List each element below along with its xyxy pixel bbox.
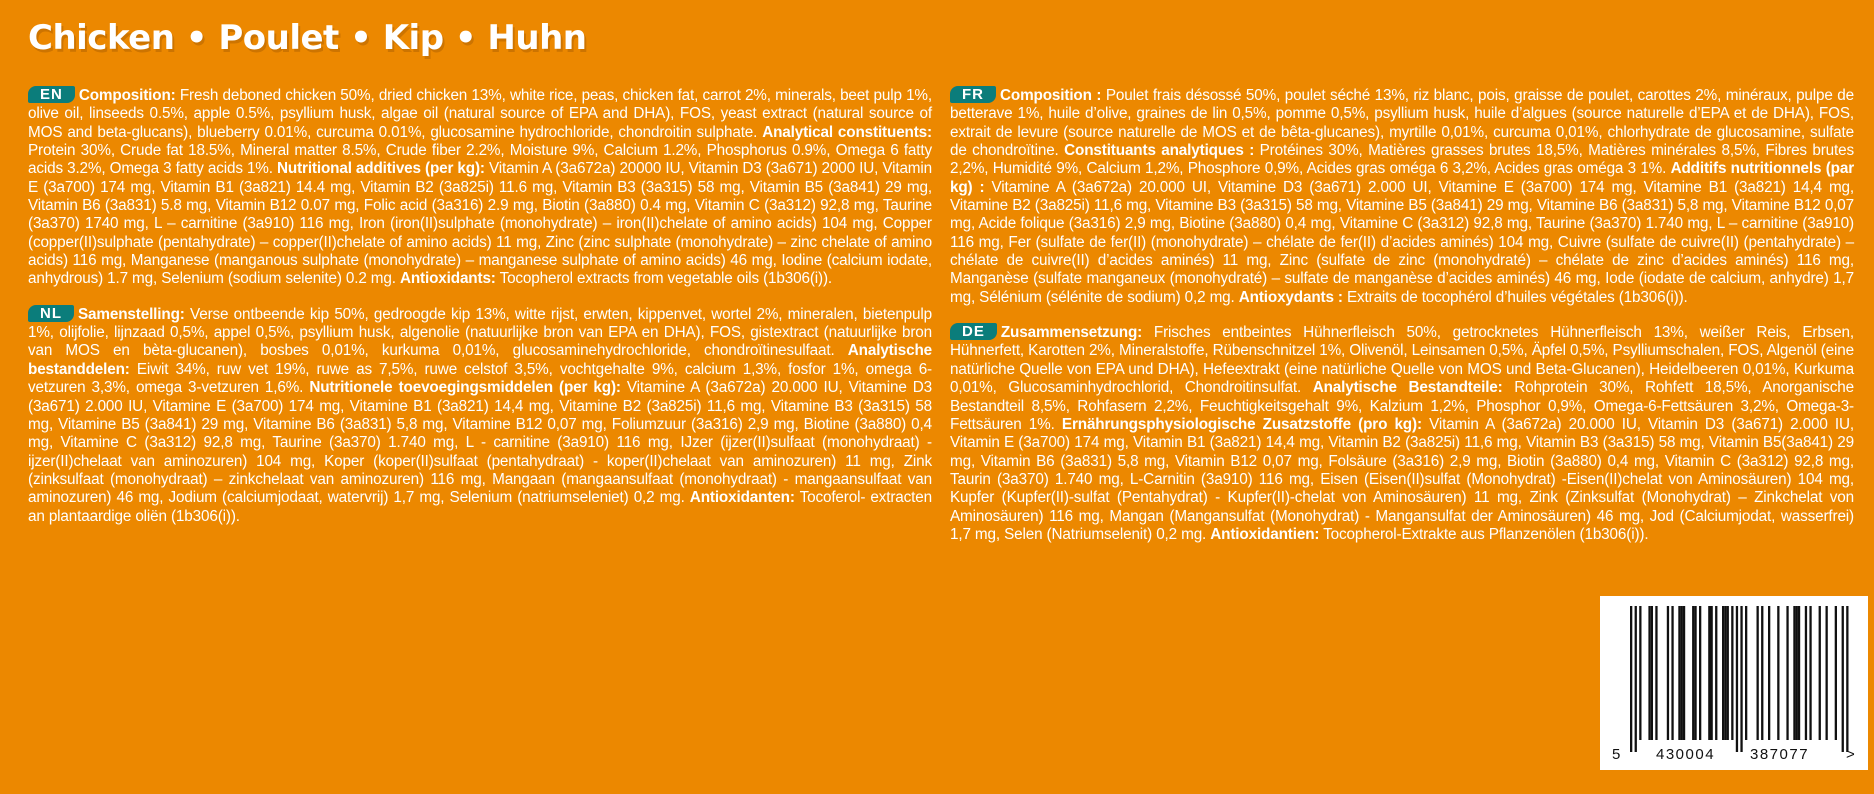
language-badge-de: DE [950,323,997,340]
barcode-bar [1736,606,1738,752]
additives-text: Vitamin A (3a672a) 20000 IU, Vitamin D3 (3a671) 2000 IU, Vitamin E (3a700) 174 mg, Vitamin B1 (3a821) 14.4 mg, Vitamin B2 (3a825i) 11.6 mg, Vitamin B3 (3a315) 58 mg, Vitamin B5 (3a841) 29 mg, Vitamin B6 (3a831) 5.8 mg, Vitamin B12 0.07 mg, Folic acid (3a316) 2.9 mg, Biotin (3a880) 0.4 mg, Vitamin C (3a312) 92,8 mg, Taurine (3a370) 1740 mg, L – carnitine (3a910) 116 mg, Iron (iron(II)sulphate (monohydrate) – iron(II)chelate of amino acids) 104 mg, Copper (copper(II)sulphate (pentahydrate) – copper(II)chelate of amino acids) 11 mg, Zinc (zinc sulphate (monohydrate) – zinc chelate of amino acids) 116 mg, Manganese (manganous sulphate (monohydrate) – manganese sulphate of amino acids) 46 mg, Iodine (calcium iodate, anhydrous) 1.7 mg, Selenium (sodium selenite) 0.2 mg. [28,160,933,288]
composition-heading: Samenstelling: [78,305,185,323]
barcode-bar [1683,606,1685,740]
analytical-heading: Analytische bestanddelen: [28,342,932,378]
composition-heading: Composition : [1000,87,1102,104]
antioxidants-text: Extraits de tocophérol d’huiles végétales (1b306(i)). [1342,288,1688,306]
barcode-bar [1740,606,1742,752]
section-fr [950,86,1854,307]
barcode-bar [1777,606,1779,740]
composition-text: Fresh deboned chicken 50%, dried chicken 13%, white rice, peas, chicken fat, carrot 2%, minerals, beet pulp 1%, olive oil, linseeds 0.5%, apple 0.5%, psyllium husk, algae oil (natural source of EPA and DHA), FOS, yeast extract (natural source of MOS and beta-glucans), blueberry 0.01%, curcuma 0.01%, glucosamine hydrochloride, chondroitin sulphate. [28,87,932,141]
composition-heading: Composition: [78,87,176,104]
product-title: Chicken • Poulet • Kip • Huhn [28,18,587,58]
additives-heading: Additifs nutritionnels (par kg) : [950,160,1854,196]
barcode-bar [1793,606,1795,740]
composition-text: Frisches entbeintes Hühnerfleisch 50%, getrocknetes Hühnerfleisch 13%, weißer Reis, Erbsen, Hühnerfett, Karotten 2%, Mineralstoffe, Rübenschnitzel 1%, Olivenöl, Leinsamen 0,5%, Äpfel 0,5%, Psylliumschalen, FOS, Algenöl (eine natürliche Quelle von EPA und DHA), Hefeextrakt (eine natürliche Quelle von MOS und Beta-Glucanen), Heidelbeeren 0,01%, Kurkuma 0,01%, Glucosaminhydrochlorid, Chondroitinsulfat. [950,324,1854,397]
analytical-heading: Constituants analytiques : [1064,142,1255,160]
composition-text: Poulet frais désossé 50%, poulet séché 13%, riz blanc, pois, graisse de poulet, carottes 2%, minéraux, pulpe de betterave 1%, huile d’olive, graines de lin 0,5%, pomme 0,5%, psyllium husk, huile d’algues (source naturelle d’EPA et de DHA), FOS, extrait de levure (source naturelle de MOS et de bêta-glucanes), myrtille 0,01%, curcuma 0,01%, chlorhydrate de glucosamine, sulfate de chondroïtine. [950,87,1854,160]
right-column [950,86,1854,560]
barcode-bar [1722,606,1724,740]
barcode-bar [1651,606,1653,740]
barcode-bar [1681,606,1683,740]
barcode-bar [1630,606,1632,752]
barcode-bar [1846,606,1848,752]
barcode-right-digits: 387077 [1750,746,1810,763]
additives-text: Vitamine A (3a672a) 20.000 IU, Vitamine D3 (3a671) 2.000 IU, Vitamine E (3a700) 174 mg, Vitamine B1 (3a821) 14,4 mg, Vitamine B2 (3a825i) 11,6 mg, Vitamine B3 (3a315) 58 mg, Vitamine B5 (3a841) 29 mg, Vitamine B6 (3a831) 5,8 mg, Vitamine B12 0,07 mg, Foliumzuur (3a316) 2,9 mg, Biotine (3a880) 0,4 mg, Vitamine C (3a312) 92,8 mg, Taurine (3a370) 1.740 mg, L - carnitine (3a910) 116 mg, IJzer (ijzer(II)sulfaat (monohydraat) - ijzer(II)chelaat van aminozuren) 104 mg, Koper (koper(II)sulfaat (pentahydraat) - koper(II)chelaat van aminozuren) 11 mg, Zink (zinksulfaat (monohydraat) – zinkchelaat van aminozuren) 116 mg, Mangaan (mangaansulfaat (monohydraat) - mangaansulfaat van aminozuren) 46 mg, Jodium (calciumjodaat, watervrij) 1,7 mg, Selenium (natriumseleniet) 0,2 mg. [28,379,932,507]
barcode-bar [1805,606,1807,740]
analytical-text: Rohprotein 30%, Rohfett 18,5%, Anorganische Bestandteil 8,5%, Rohfasern 2,2%, Feuchtigkeitsgehalt 9%, Kalzium 1,2%, Phosphor 0,9%, Omega-6-Fettsäuren 3,2%, Omega-3-Fettsäuren 1%. [950,379,1854,433]
barcode-bar [1731,606,1733,740]
barcode-bar [1655,606,1657,740]
barcode-bar [1809,606,1811,740]
language-badge-fr: FR [950,86,996,103]
barcode-bar [1708,606,1710,740]
section-de [950,323,1854,544]
analytical-heading: Analytical constituents: [762,123,932,141]
barcode-bar [1835,606,1837,740]
barcode-bar [1826,606,1828,740]
barcode-bar [1635,606,1637,752]
barcode-bar [1745,606,1747,740]
analytical-text: Protéines 30%, Matières grasses brutes 18,5%, Matières minérales 8,5%, Fibres brutes 2,2%, Humidité 9%, Calcium 1,2%, Phosphore 0,9%, Acides gras oméga 6 3,2%, Acides gras oméga 3 1%. [950,142,1854,178]
barcode-bar [1648,606,1650,740]
antioxidants-text: Tocopherol extracts from vegetable oils (1b306(i)). [495,270,833,288]
barcode-bar [1711,606,1713,740]
barcode-left-digits: 430004 [1656,746,1716,763]
barcode-bar [1796,606,1798,740]
additives-text: Vitamine A (3a672a) 20.000 UI, Vitamine D3 (3a671) 2.000 UI, Vitamine E (3a700) 174 mg, Vitamine B1 (3a821) 14,4 mg, Vitamine B2 (3a825i) 11,6 mg, Vitamine B3 (3a315) 58 mg, Vitamine B5 (3a841) 29 mg, Vitamine B6 (3a831) 5,8 mg, Vitamine B12 0,07 mg, Acide folique (3a316) 2,9 mg, Biotine (3a880) 0,4 mg, Vitamine C (3a312) 92,8 mg, Taurine (3a370) 1.740 mg, L – carnitine (3a910) 116 mg, Fer (sulfate de fer(II) (monohydrate) – chélate de fer(II) d’acides aminés) 104 mg, Cuivre (sulfate de cuivre(II) (pentahydrate) – chélate de cuivre(II) d’acides aminés) 11 mg, Zinc (sulfate de zinc (monohydraté) – chélate de zinc d’acides aminés) 116 mg, Manganèse (sulfate manganeux (monohydraté) – sulfate de manganèse d’acides aminés) 46 mg, Iode (iodate de calcium, anhydre) 1,7 mg, Sélénium (sélénite de sodium) 0,2 mg. [950,178,1855,306]
antioxidants-text: Tocoferol- extracten an plantaardige oliën (1b306(i)). [28,489,932,525]
barcode-bar [1671,606,1673,740]
composition-text: Verse ontbeende kip 50%, gedroogde kip 13%, witte rijst, erwten, kippenvet, wortel 2%, mineralen, bietenpulp 1%, olijfolie, lijnzaad 0,5%, appel 0,5%, psyllium husk, algenolie (natuurlijke bron van EPA en DHA), FOS, gistextract (natuurlijke bron van MOS en bèta-glucanen), bosbes 0,01%, kurkuma 0,01%, glucosaminehydrochloride, chondroïtinesulfaat. [28,305,932,360]
left-column [28,86,932,542]
additives-heading: Nutritionele toevoegingsmiddelen (per kg): [309,379,621,397]
analytical-text: Protein 30%, Crude fat 18.5%, Mineral matter 8.5%, Crude fiber 2.2%, Moisture 9%, Calcium 1.2%, Phosphorus 0.9%, Omega 6 fatty acids 3.2%, Omega 3 fatty acids 1%. [28,142,932,178]
section-nl [28,305,932,526]
barcode-bar [1768,606,1770,740]
antioxidants-heading: Antioxidanten: [689,489,795,507]
language-badge-en: EN [28,86,75,103]
antioxidants-text: Tocopherol-Extrakte aus Pflanzenölen (1b306(i)). [1319,525,1649,543]
barcode-bar [1699,606,1701,740]
additives-heading: Nutritional additives (per kg): [276,160,485,178]
barcode-bar [1715,606,1717,740]
antioxidants-heading: Antioxydants : [1238,288,1343,306]
barcode-bar [1692,606,1694,740]
section-en [28,86,932,289]
barcode-bar [1842,606,1844,752]
barcode-bar [1694,606,1696,740]
language-badge-nl: NL [28,305,74,322]
antioxidants-heading: Antioxidantien: [1210,525,1320,543]
barcode-bar [1724,606,1726,740]
composition-heading: Zusammensetzung: [1000,324,1143,342]
analytical-text: Eiwit 34%, ruw vet 19%, ruwe as 7,5%, ruwe celstof 3,5%, vochtgehalte 9%, calcium 1,3%, fosfor 1%, omega 6-vetzuren 3,3%, omega 3-vetzuren 1,6%. [28,360,932,397]
barcode-bar [1761,606,1763,740]
barcode-bar [1667,606,1669,740]
additives-text: Vitamin A (3a672a) 20.000 IU, Vitamin D3 (3a671) 2.000 IU, Vitamin E (3a700) 174 mg, Vitamin B1 (3a821) 14,4 mg, Vitamin B2 (3a825i) 11,6 mg, Vitamin B3 (3a315) 58 mg, Vitamin B5(3a841) 29 mg, Vitamin B6 (3a831) 5,8 mg, Vitamin B12 0,07 mg, Folsäure (3a316) 2,9 mg, Biotin (3a880) 0,4 mg, Vitamin C (3a312) 92,8 mg, Taurin (3a370) 1.740 mg, L-Carnitin (3a910) 116 mg, Eisen (Eisen(II)sulfat (Monohydrat) -Eisen(II)chelat von Aminosäuren) 104 mg, Kupfer (Kupfer(II)-sulfat (Pentahydrat) - Kupfer(II)-chelat von Aminosäuren) 11 mg, Zink (Zinksulfat (Monohydrat) – Zinkchelat von Aminosäuren) 116 mg, Mangan (Mangansulfat (Monohydrat) - Mangansulfat der Aminosäuren) 46 mg, Jod (Calciumjodat, wasserfrei) 1,7 mg, Selen (Natriumselenit) 0,2 mg. [950,415,1854,543]
barcode-first-digit: 5 [1612,746,1622,763]
analytical-heading: Analytische Bestandteile: [1312,379,1503,397]
barcode-bar [1786,606,1788,740]
barcode [1600,596,1868,770]
barcode-bar [1727,606,1729,740]
antioxidants-heading: Antioxidants: [399,270,496,288]
barcode-bar [1639,606,1641,740]
barcode-bars [1600,596,1868,770]
additives-heading: Ernährungsphysiologische Zusatzstoffe (pro kg): [1061,415,1422,433]
barcode-bar [1819,606,1821,740]
barcode-marker: > [1846,746,1857,763]
barcode-bar [1798,606,1800,740]
barcode-bar [1678,606,1680,740]
barcode-bar [1757,606,1759,740]
